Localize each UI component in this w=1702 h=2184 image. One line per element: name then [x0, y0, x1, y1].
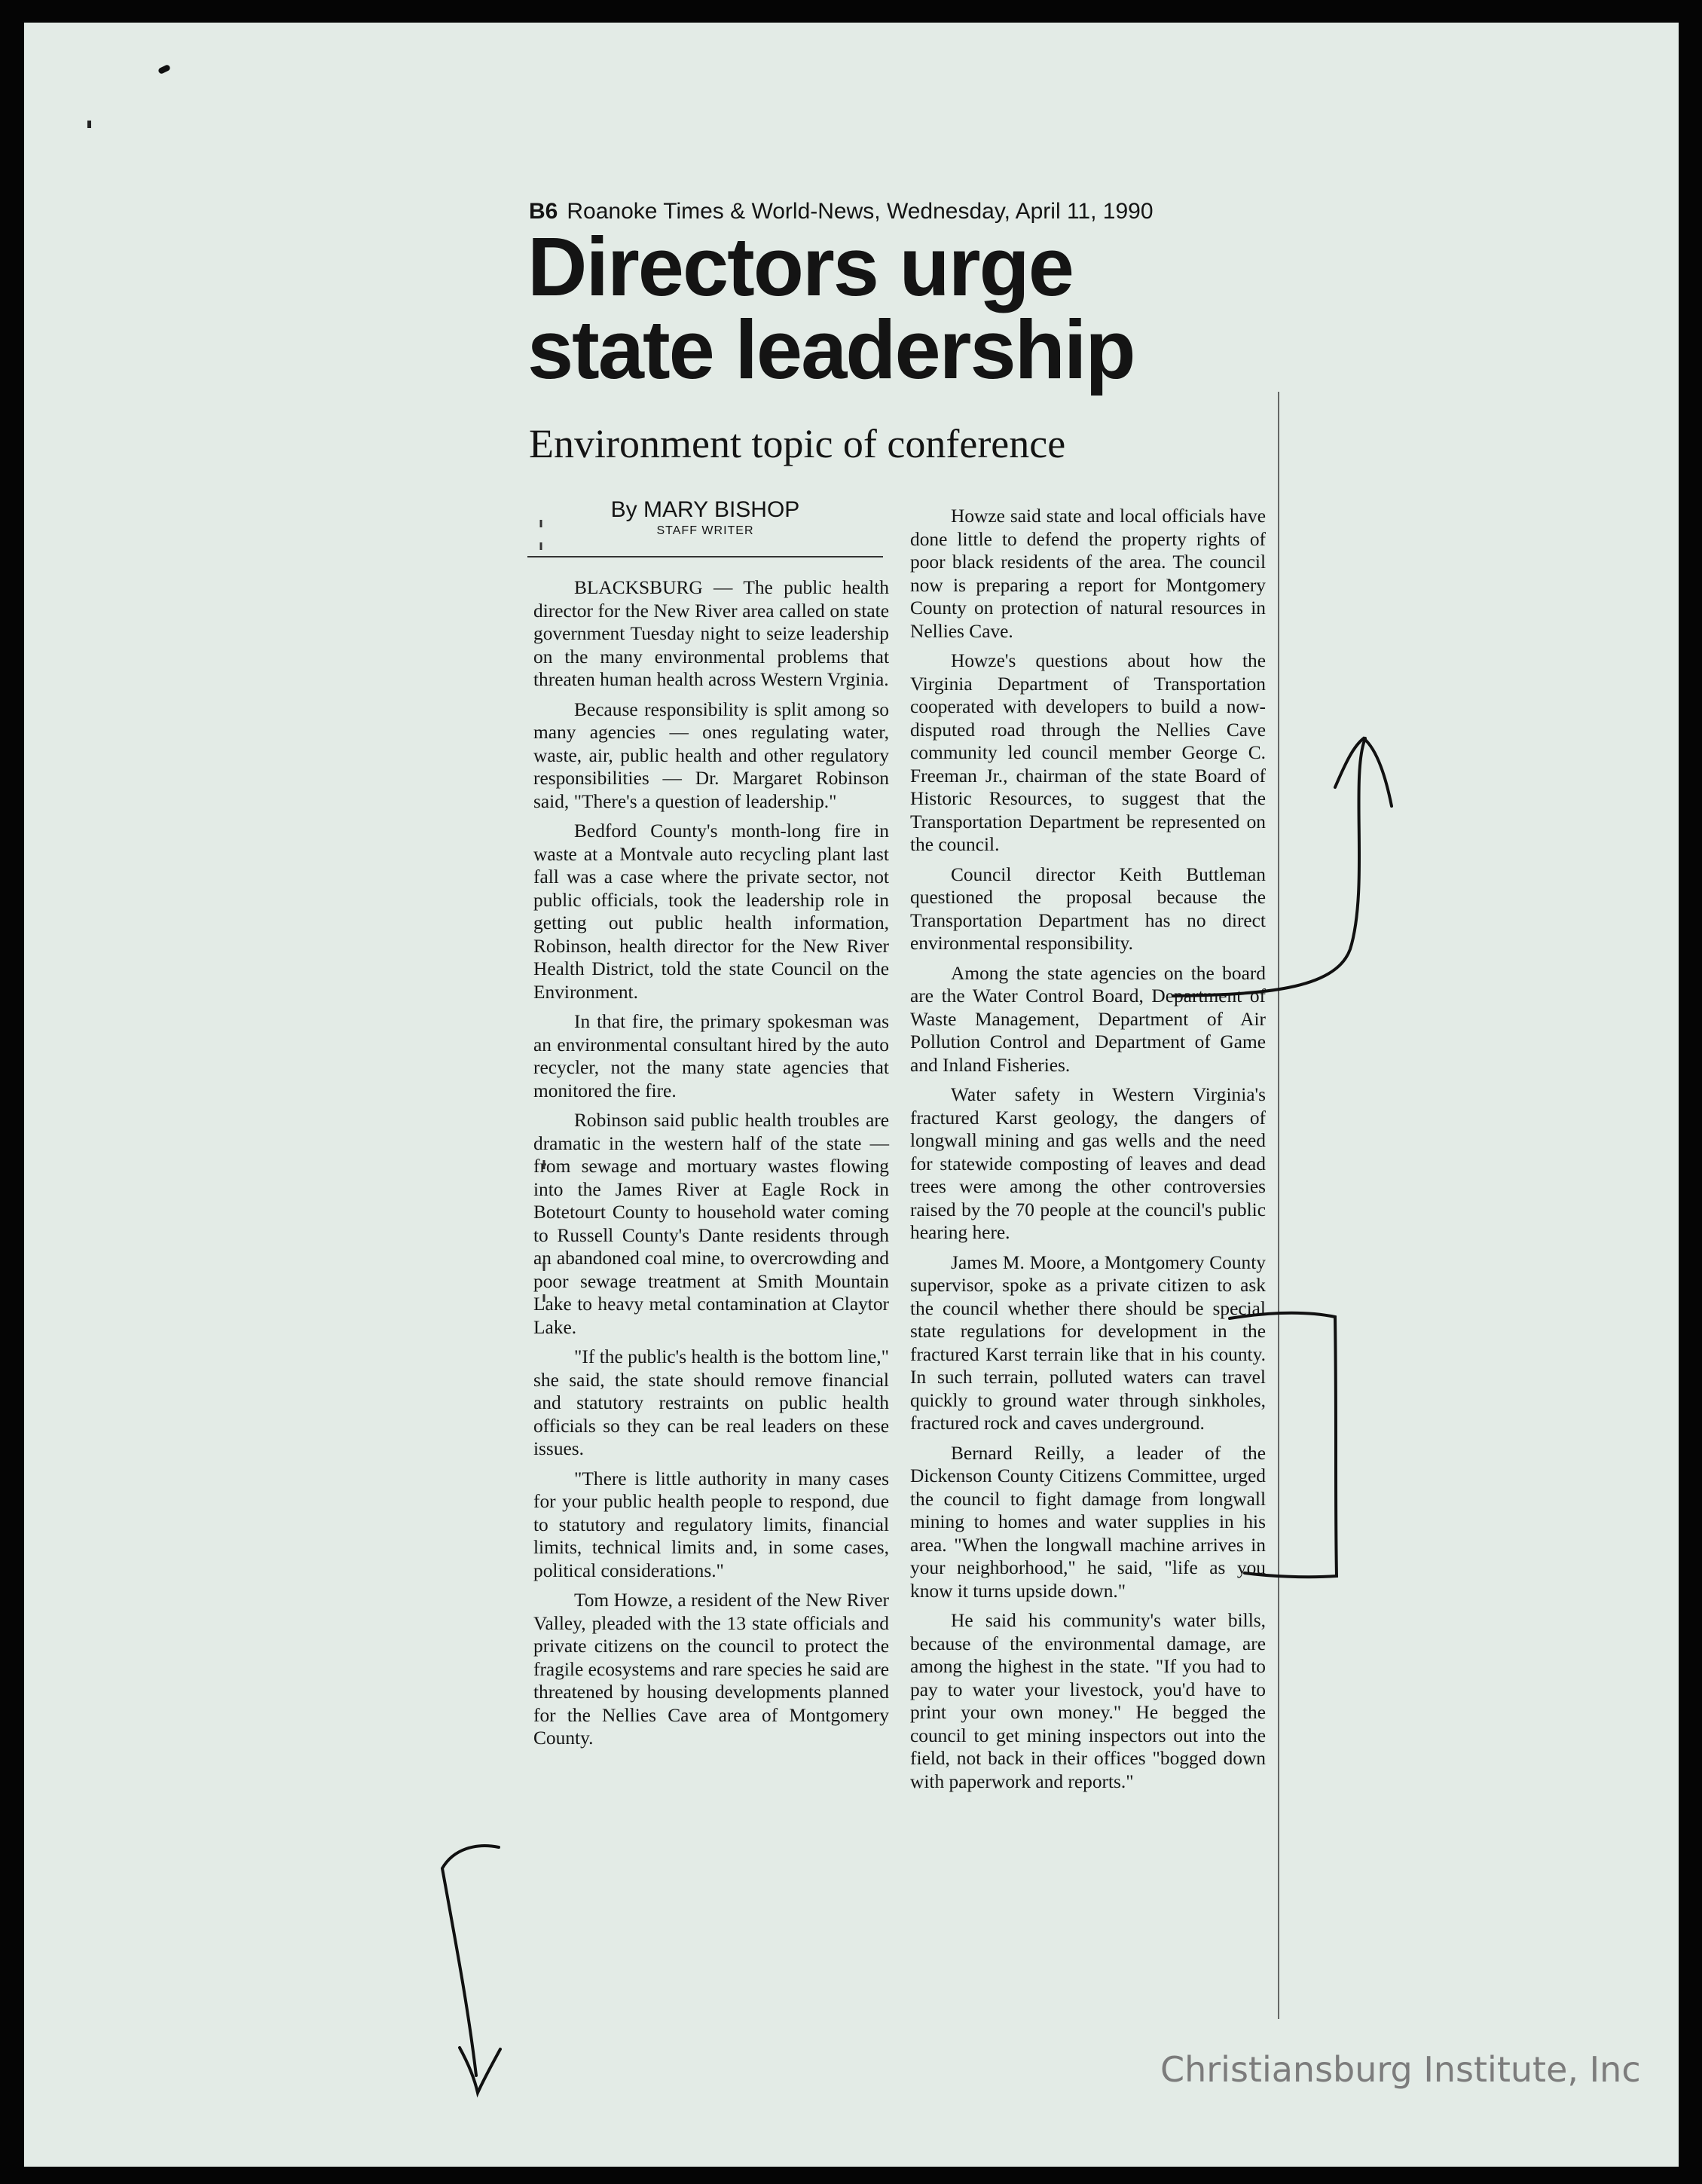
bracket-annotation — [1230, 1313, 1337, 1577]
paragraph: Bernard Reilly, a leader of the Dickenson County Citizens Committee, urged the council to fight damage from longwall mining to homes and water supplies in his area. "When the longwall machine arrives in your neighborhood," he said, "life as you know it turns upside down." — [910, 1442, 1266, 1602]
staff-title: STAFF WRITER — [656, 524, 754, 537]
paragraph: Howze's questions about how the Virginia Department of Transportation cooperated with developers to build a now-disputed road through the Nellies Cave community led council member George C. Freeman Jr., chairman of the state Board of Historic Resources, to suggest that the Transportation Department be represented on the council. — [910, 650, 1266, 855]
paragraph: Among the state agencies on the board are the Water Control Board, Department of Waste Management, Department of Air Pollution Control and Department of Game and Inland Fisheries. — [910, 962, 1266, 1076]
paragraph: Bedford County's month-long fire in waste at a Montvale auto recycling plant last fall was a case where the private sector, not public officials, took the leadership role in getting out public health information, Robinson, health director for the New River Health District, told the state Council on the Environment. — [533, 820, 889, 1003]
page-number: B6 — [529, 199, 558, 224]
paragraph: In that fire, the primary spokesman was an environmental consultant hired by the auto recycler, not the many state agencies that monitored the fire. — [533, 1011, 889, 1101]
headline-line: state leadership — [527, 304, 1135, 396]
arrow-down-head — [460, 2048, 500, 2093]
paragraph: Because responsibility is split among so many agencies — ones regulating water, waste, air, public health and other regulatory responsibilities — Dr. Margaret Robinson said, "There's a question of leadership." — [533, 698, 889, 812]
headline-line: Directors urge — [527, 221, 1073, 313]
subheadline: Environment topic of conference — [529, 421, 1066, 466]
handwritten-annotations — [24, 23, 1679, 2167]
paragraph: "There is little authority in many cases for your public health people to respond, due to statutory and regulatory limits, financial limits, technical limits and, in some cases, political considerations." — [533, 1468, 889, 1581]
paragraph: BLACKSBURG — The public health director for the New River area called on state government Tuesday night to seize leadership on the many environmental problems that threaten human health across Western Vrginia. — [533, 577, 889, 690]
paragraph: Howze said state and local officials have done little to defend the property rights of poor black residents of the area. The council now is preparing a report for Montgomery County on protection of natural resources in Nellies Cave. — [910, 506, 1266, 642]
arrow-up-annotation — [1173, 738, 1365, 996]
paragraph: Council director Keith Buttleman questioned the proposal because the Transportation Department has no direct environmental responsibility. — [910, 863, 1266, 954]
arrow-down-annotation — [442, 1846, 499, 2076]
paragraph: Robinson said public health troubles are dramatic in the western half of the state — from sewage and mortuary wastes flowing into the James River at Eagle Rock in Botetourt County to household water coming to Russell County's Dante residents through an abandoned coal mine, to overcrowding and poor sewage treatment at Smith Mountain Lake to heavy metal contamination at Claytor Lake. — [533, 1110, 889, 1338]
margin-dots — [541, 520, 544, 1302]
paragraph: Tom Howze, a resident of the New River Valley, pleaded with the 13 state officials and private citizens on the council to protect the fragile ecosystems and rare species he said are threatened by housing developments planned for the Nellies Cave area of Montgomery County. — [533, 1590, 889, 1749]
watermark: Christiansburg Institute, Inc — [1160, 2049, 1641, 2090]
document-page — [24, 23, 1679, 2167]
paragraph: James M. Moore, a Montgomery County supervisor, spoke as a private citizen to ask the council whether there should be special state regulations for development in the fractured Karst terrain like that in his county. In such terrain, polluted waters can travel quickly to ground water through sinkholes, fractured rock and caves underground. — [910, 1251, 1266, 1434]
paragraph: Water safety in Western Virginia's fractured Karst geology, the dangers of longwall mining and gas wells and the need for statewide composting of leaves and dead trees were among the other controversies raised by the 70 people at the council's public hearing here. — [910, 1084, 1266, 1243]
byline: By MARY BISHOP — [610, 497, 800, 522]
publication-date: Roanoke Times & World-News, Wednesday, April 11, 1990 — [567, 199, 1154, 224]
paragraph: He said his community's water bills, because of the environmental damage, are among the highest in the state. "If you had to pay to water your livestock, you'd have to print your own money." He begged the council to get mining inspectors out into the field, not back in their offices "bogged down with paperwork and reports." — [910, 1610, 1266, 1792]
paragraph: "If the public's health is the bottom line," she said, the state should remove financial and statutory restraints on public health officials so they can be real leaders on these issues. — [533, 1346, 889, 1459]
